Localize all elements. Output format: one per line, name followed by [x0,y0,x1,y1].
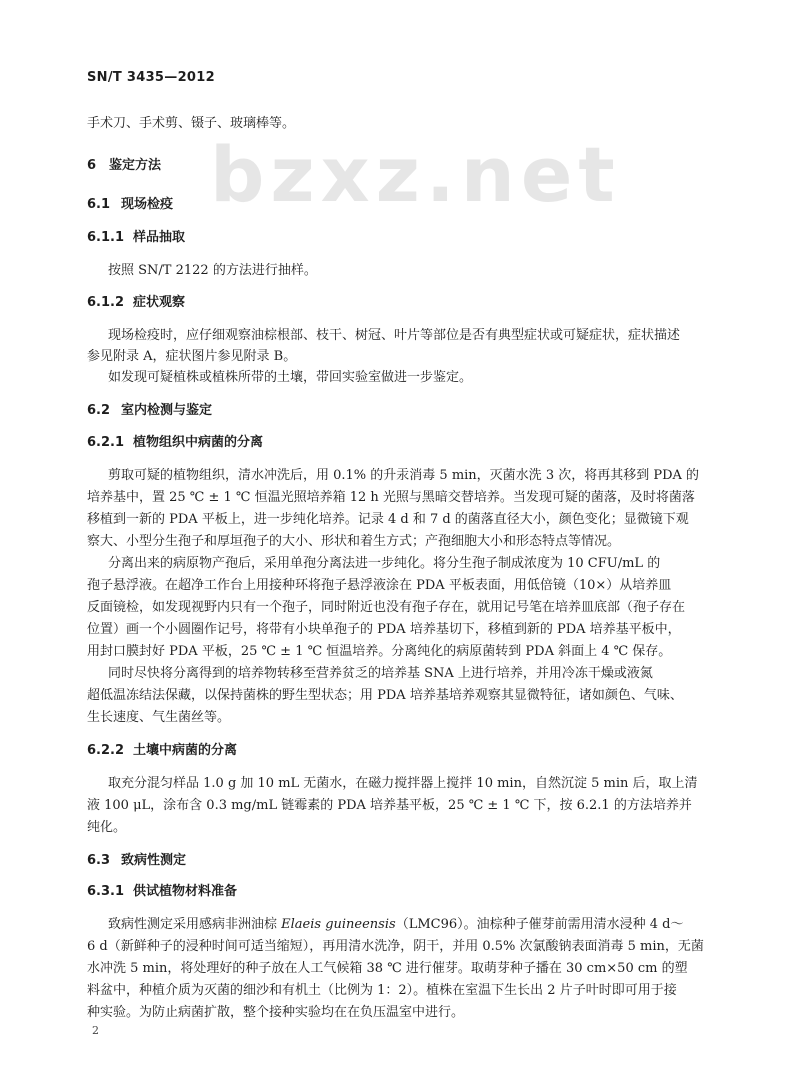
paragraph-line: 按照 SN/T 2122 的方法进行抽样。 [108,263,317,278]
paragraph-line: 反面镜检，如发现视野内只有一个孢子，同时附近也没有孢子存在，就用记号笔在培养皿底部（孢子存在 [87,600,686,615]
paragraph-line: 取充分混匀样品 1.0 g 加 10 mL 无菌水，在磁力搅拌器上搅拌 10 min，自然沉淀 5 min 后，取上清 [108,776,698,791]
paragraph-line: 生长速度、气生菌丝等。 [87,710,231,725]
section-6-1-1-heading [87,226,185,245]
text-run: 致病性测定采用感病非洲油棕 [108,917,282,932]
section-number: 6.2 [87,403,111,418]
section-6-3-heading [87,849,186,868]
section-6-1-2-heading [87,291,185,310]
paragraph-line: 料盆中，种植介质为灭菌的细沙和有机土（比例为 1：2）。植株在室温下生长出 2 片子叶时即可用于接 [87,983,677,998]
paragraph-line: 如发现可疑植株或植株所带的土壤，带回实验室做进一步鉴定。 [108,370,473,385]
section-number: 6.2.1 [87,435,125,450]
paragraph-line: 纯化。 [87,820,127,835]
section-number: 6.2.2 [87,743,125,758]
paragraph-line: 参见附录 A，症状图片参见附录 B。 [87,349,297,364]
section-title: 植物组织中病菌的分离 [133,435,264,450]
paragraph-line: 用封口膜封好 PDA 平板，25 ℃ ± 1 ℃ 恒温培养。分离纯化的病原菌转到 PDA 斜面上 4 ℃ 保存。 [87,644,672,659]
paragraph-line: 分离出来的病原物产孢后，采用单孢分离法进一步纯化。将分生孢子制成浓度为 10 CFU/mL 的 [108,556,661,571]
paragraph-line: 孢子悬浮液。在超净工作台上用接种环将孢子悬浮液涂在 PDA 平板表面，用低倍镜（10×）从培养皿 [87,578,672,593]
section-6-heading [87,154,161,173]
section-6-3-1-heading [87,880,237,899]
section-6-2-2-heading [87,739,237,758]
section-title: 现场检疫 [121,197,174,212]
intro-tail-line: 手术刀、手术剪、镊子、玻璃棒等。 [87,116,296,131]
paragraph-line: 培养基中，置 25 ℃ ± 1 ℃ 恒温光照培养箱 12 h 光照与黑暗交替培养。当发现可疑的菌落，及时将菌落 [87,490,695,505]
section-number: 6 [87,158,97,173]
section-title: 鉴定方法 [109,158,162,173]
section-title: 室内检测与鉴定 [121,403,213,418]
page-number: 2 [92,1024,99,1037]
section-6-1-heading [87,193,173,212]
paragraph-line: 水冲洗 5 min，将处理好的种子放在人工气候箱 38 ℃ 进行催芽。取萌芽种子播在 30 cm×50 cm 的塑 [87,961,688,976]
section-number: 6.1 [87,197,111,212]
section-number: 6.3 [87,853,111,868]
section-number: 6.1.2 [87,295,125,310]
paragraph-line: 移植到一新的 PDA 平板上，进一步纯化培养。记录 4 d 和 7 d 的菌落直径大小，颜色变化；显微镜下观 [87,512,689,527]
section-title: 致病性测定 [121,853,187,868]
paragraph-line: 同时尽快将分离得到的培养物转移至营养贫乏的培养基 SNA 上进行培养，并用冷冻干燥或液氮 [108,666,653,681]
paragraph-line: 液 100 μL，涂布含 0.3 mg/mL 链霉素的 PDA 培养基平板，25 ℃ ± 1 ℃ 下，按 6.2.1 的方法培养并 [87,798,692,813]
watermark-text: bzxz.net [210,130,621,219]
section-number: 6.3.1 [87,884,125,899]
section-title: 症状观察 [133,295,186,310]
species-name-italic: Elaeis guineensis [281,917,396,932]
paragraph-line: 位置）画一个小圆圈作记号，将带有小块单孢子的 PDA 培养基切下，移植到新的 PDA 培养基平板中， [87,622,681,637]
paragraph-line: 现场检疫时，应仔细观察油棕根部、枝干、树冠、叶片等部位是否有典型症状或可疑症状，症状描述 [108,328,681,343]
text-run: （LMC96）。油棕种子催芽前需用清水浸种 4 d～ [395,917,684,932]
paragraph-line: 剪取可疑的植物组织，清水冲洗后，用 0.1% 的升汞消毒 5 min，灭菌水洗 3 次，将再其移到 PDA 的 [108,468,700,483]
section-title: 土壤中病菌的分离 [133,743,238,758]
section-6-2-heading [87,399,212,418]
standard-code-header: SN/T 3435—2012 [87,70,215,85]
section-6-2-1-heading [87,431,263,450]
section-title: 供试植物材料准备 [133,884,238,899]
paragraph-line [108,913,683,932]
paragraph-line: 超低温冻结法保藏，以保持菌株的野生型状态；用 PDA 培养基培养观察其显微特征，诸如颜色、气味、 [87,688,683,703]
section-title: 样品抽取 [133,230,186,245]
section-number: 6.1.1 [87,230,125,245]
paragraph-line: 察大、小型分生孢子和厚垣孢子的大小、形状和着生方式；产孢细胞大小和形态特点等情况。 [87,534,621,549]
paragraph-line: 6 d（新鲜种子的浸种时间可适当缩短），再用清水洗净，阴干，并用 0.5% 次氯酸钠表面消毒 5 min，无菌 [87,939,704,954]
paragraph-line: 种实验。为防止病菌扩散，整个接种实验均在在负压温室中进行。 [87,1005,465,1020]
